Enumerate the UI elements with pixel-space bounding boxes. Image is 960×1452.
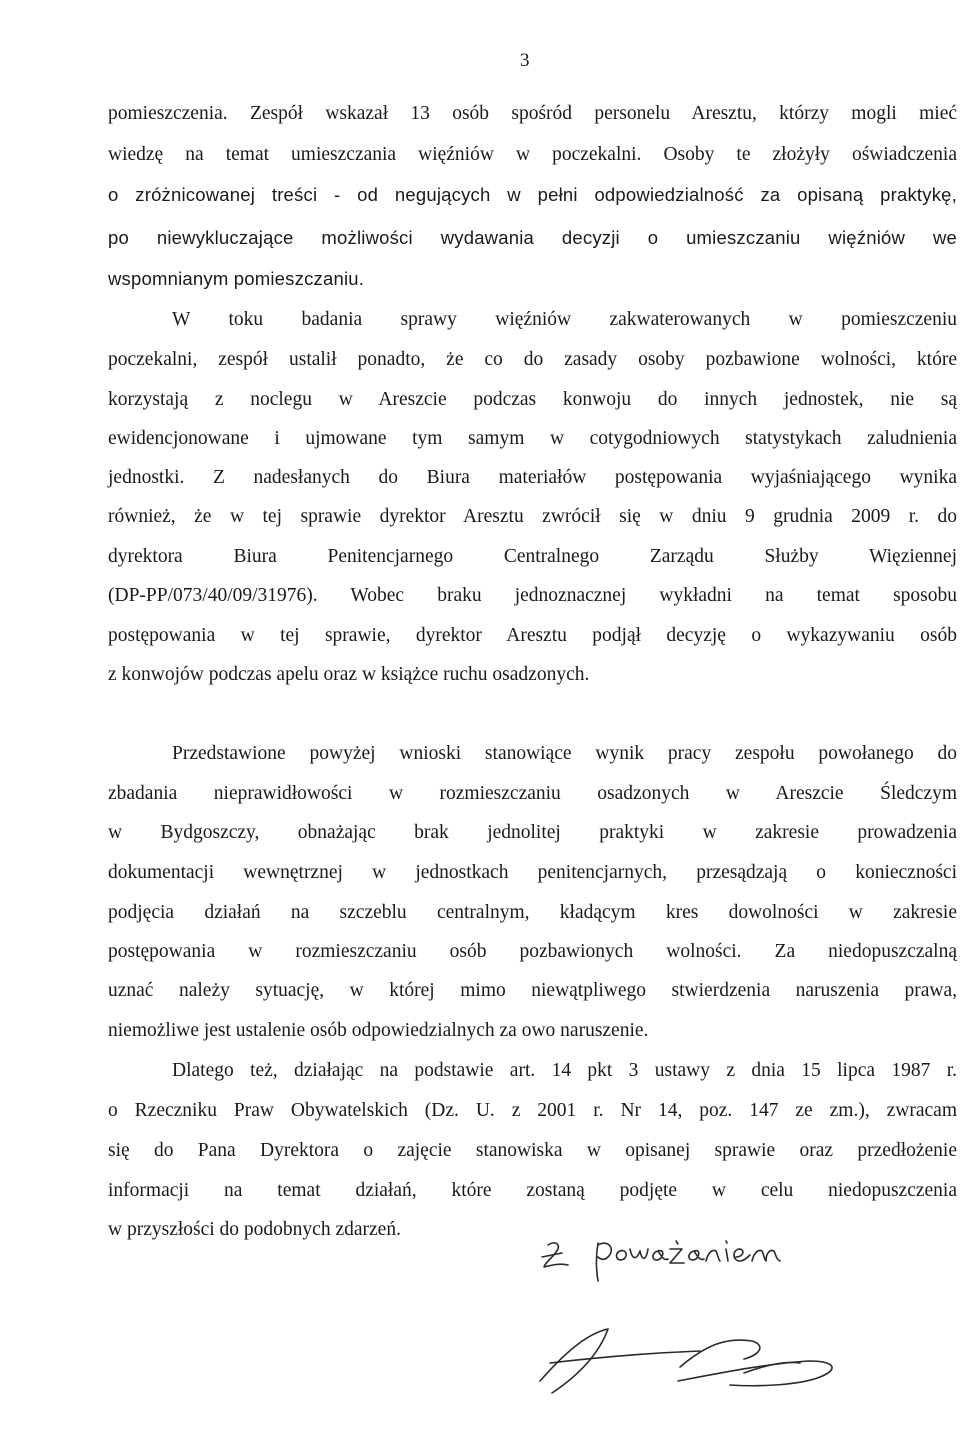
text-line: wiedzę na temat umieszczania więźniów w poczekalni. Osoby te złożyły oświadczenia — [108, 144, 957, 165]
text-line: niemożliwe jest ustalenie osób odpowiedzialnych za owo naruszenie. — [108, 1020, 649, 1041]
text-line: uznać należy sytuację, w której mimo niewątpliwego stwierdzenia naruszenia prawa, — [108, 980, 957, 1001]
text-line: po niewykluczające możliwości wydawania decyzji o umieszczaniu więźniów we — [108, 227, 957, 248]
text-line: ewidencjonowane i ujmowane tym samym w cotygodniowych statystykach zaludnienia — [108, 428, 957, 449]
text-line: dokumentacji wewnętrznej w jednostkach penitencjarnych, przesądzają o konieczności — [108, 862, 957, 883]
text-line: wspomnianym pomieszczaniu. — [108, 268, 365, 289]
text-line: (DP-PP/073/40/09/31976). Wobec braku jednoznacznej wykładni na temat sposobu — [108, 585, 957, 606]
text-line: dyrektora Biura Penitencjarnego Centralnego Zarządu Służby Więziennej — [108, 546, 957, 567]
text-line: zbadania nieprawidłowości w rozmieszczaniu osadzonych w Areszcie Śledczym — [108, 783, 957, 804]
text-line: poczekalni, zespół ustalił ponadto, że co do zasady osoby pozbawione wolności, które — [108, 349, 957, 370]
handwritten-signature — [530, 1235, 860, 1435]
text-line: o zróżnicowanej treści - od negujących w pełni odpowiedzialność za opisaną praktykę, — [108, 184, 957, 205]
text-line: Przedstawione powyżej wnioski stanowiące wynik pracy zespołu powołanego do — [172, 743, 957, 764]
text-line: informacji na temat działań, które zostaną podjęte w celu niedopuszczenia — [108, 1180, 957, 1201]
text-line: się do Pana Dyrektora o zajęcie stanowiska w opisanej sprawie oraz przedłożenie — [108, 1140, 957, 1161]
text-line: korzystają z noclegu w Areszcie podczas konwoju do innych jednostek, nie są — [108, 389, 957, 410]
text-line: Dlatego też, działając na podstawie art. 14 pkt 3 ustawy z dnia 15 lipca 1987 r. — [172, 1060, 957, 1081]
text-line: postępowania w tej sprawie, dyrektor Aresztu podjął decyzję o wykazywaniu osób — [108, 625, 957, 646]
text-line: również, że w tej sprawie dyrektor Aresztu zwrócił się w dniu 9 grudnia 2009 r. do — [108, 506, 957, 527]
text-line: w przyszłości do podobnych zdarzeń. — [108, 1219, 401, 1240]
text-line: z konwojów podczas apelu oraz w książce ruchu osadzonych. — [108, 664, 590, 685]
text-line: postępowania w rozmieszczaniu osób pozbawionych wolności. Za niedopuszczalną — [108, 941, 957, 962]
text-line: jednostki. Z nadesłanych do Biura materiałów postępowania wyjaśniającego wynika — [108, 467, 957, 488]
text-line: podjęcia działań na szczeblu centralnym, kładącym kres dowolności w zakresie — [108, 902, 957, 923]
text-line: w Bydgoszczy, obnażając brak jednolitej praktyki w zakresie prowadzenia — [108, 822, 957, 843]
text-line: o Rzeczniku Praw Obywatelskich (Dz. U. z 2001 r. Nr 14, poz. 147 ze zm.), zwracam — [108, 1100, 957, 1121]
text-line: W toku badania sprawy więźniów zakwaterowanych w pomieszczeniu — [172, 309, 957, 330]
text-line: pomieszczenia. Zespół wskazał 13 osób spośród personelu Aresztu, którzy mogli mieć — [108, 103, 957, 124]
page-number: 3 — [520, 50, 530, 71]
